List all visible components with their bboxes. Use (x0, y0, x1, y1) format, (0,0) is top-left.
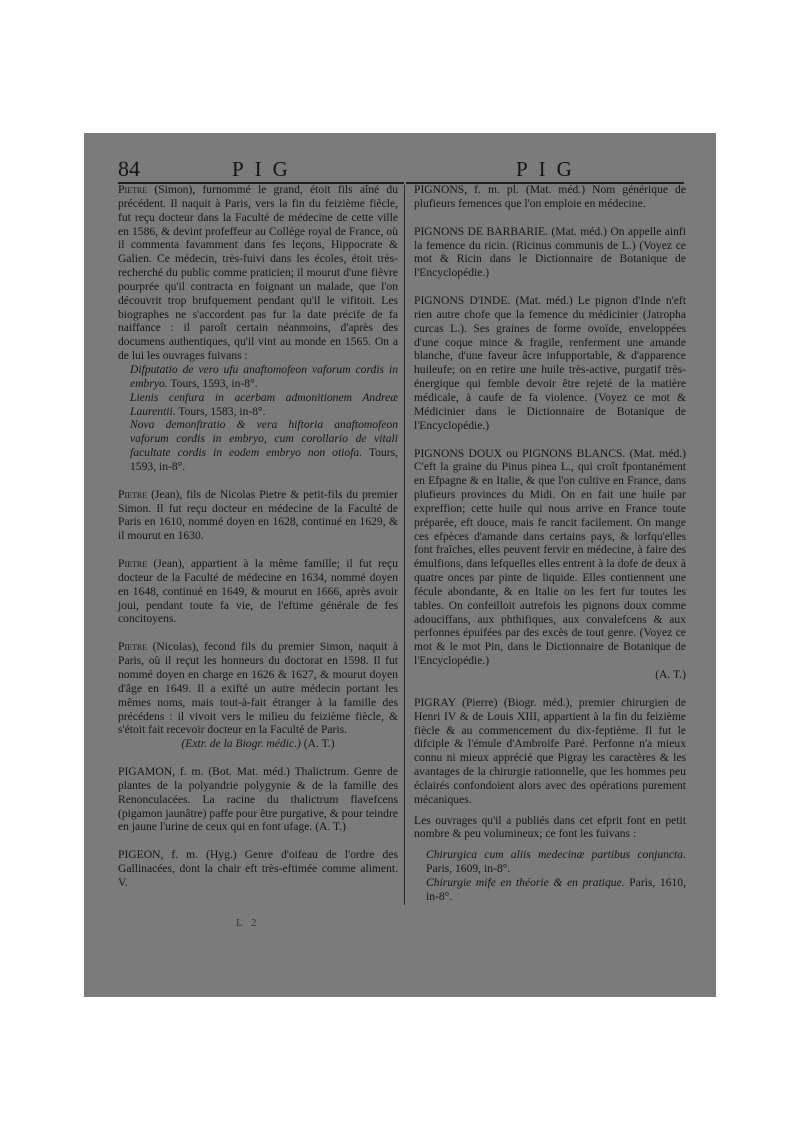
entry-text: (Mat. méd.) C'eft la graine du Pinus pinea L., qui croît fpontanément en Efpagne & en Italie, & que l'on cultive en France, dans plufieurs provinces du Midi. On en fait une huile par expreffion; cette huile qui nous arrive en France toute préparée, eft douce, mais fe rancit facilement. On mange ces efpèces d'amande dans certains pays, & lorfqu'elles font fraîches, elles peuvent fervir en médecine, à faire des émulfions, dans lefquelles elles entrent à la dofe de deux à quatre onces par pinte de liquide. Elles contiennent une fécule abondante, & en Italie on les fert fur toutes les tables. On confeilloit autrefois les pignons doux comme adouciffans, aux phthifiques, aux convalefcens & aux perfonnes épuifées par des excès de tout genre. (Voyez ce mot & le mot Pin, dans le Dictionnaire de Botanique de l'Encyclopédie.) (414, 446, 687, 668)
entry-pigray-works-intro: Les ouvrages qu'il a publiés dans cet efprit font en petit nombre & peu volumineux; ce font les fuivans : (414, 813, 686, 841)
entry-pignons-doux (414, 447, 686, 669)
entry-pignons (414, 183, 686, 211)
signature-mark: L 2 (236, 917, 260, 929)
entry-headword: PIGEON (118, 848, 161, 862)
entry-pietre-jean-2 (118, 557, 398, 626)
entry-pignons-inde (414, 294, 686, 432)
entry-text: (Nicolas), fecond fils du premier Simon, naquit à Paris, où il reçut les honneurs du doctorat en 1598. Il fut nommé doyen en charge en 1626 & 1627, & mourut doyen d'âge en 1649. Il a exifté un autre médecin portant les mêmes noms, mais tout-à-fait étranger à la famille des précédens : il vivoit vers le milieu du feizième fiècle, & s'étoit fait recevoir docteur en la Faculté de Paris. (118, 640, 398, 737)
entry-text: (Simon), furnommé le grand, étoit fils aîné du précédent. Il naquit à Paris, vers la fin du feizième fiècle, fut reçu docteur dans la Faculté de médecine de cette ville en 1586, & devint profeffeur au Collége royal de France, où il commenta favamment dans fes leçons, Hippocrate & Galien. Ce médecin, très-fuivi dans les écoles, étoit très-recherché du public comme praticien; il mourut d'une fièvre pourprée qu'il contracta en foignant un malade, que l'on découvrit trop brufquement pendant qu'il le vifitoit. Les biographes ne s'accordent pas fur la date précife de fa naiffance : il paroît certain néanmoins, d'après des documens authentiques, qu'il vint au monde en 1565. On a de lui les ouvrages fuivans : (118, 183, 398, 363)
entry-pietre-jean (118, 488, 398, 543)
entry-name: Pietre (118, 557, 148, 571)
entry-pietre-simon (118, 183, 398, 363)
work-title: Lienis cenfura in acerbam admonitionem Andreæ Laurentii. (130, 390, 398, 418)
entry-pigeon (118, 848, 398, 890)
entry-headword: PIGNONS (414, 183, 465, 196)
entry-pietre-nicolas (118, 640, 398, 737)
entry-source (118, 737, 398, 751)
page-sheet (84, 133, 716, 997)
work-info: Paris, 1610, in-8°. (426, 875, 686, 903)
entry-name: Pietre (118, 183, 148, 196)
entry-text: (Jean), appartient à la même famille; il fut reçu docteur de la Faculté de médecine en 1634, nommé doyen en 1648, continué en 1649, & mourut en 1666, après avoir joui, pendant toute fa vie, de l'eftime générale de fes concitoyens. (118, 557, 398, 626)
work-citation (118, 363, 398, 391)
entry-pigamon (118, 765, 398, 834)
entry-pigray (414, 696, 686, 807)
work-citation (414, 876, 686, 904)
running-head-right: PIG (516, 157, 583, 181)
entry-name: Pietre (118, 640, 148, 654)
entry-headword: PIGNONS D'INDE. (414, 294, 511, 308)
entry-headword: PIGRAY (414, 695, 456, 709)
author-signature: (A. T.) (303, 737, 335, 751)
work-info: Paris, 1609, in-8°. (426, 862, 511, 876)
entry-text: , f. m. pl. (Mat. méd.) Nom générique de plufieurs femences que l'on emploie en médecine. (414, 183, 686, 210)
work-citation (414, 848, 686, 876)
running-head-left: PIG (232, 157, 299, 181)
entry-name: Pietre (118, 487, 148, 501)
entry-text: , f. m. (Hyg.) Genre d'oifeau de l'ordre des Gallinacées, dont la chair eft très-eftimée comme aliment. V. (118, 848, 398, 889)
source-text: (Extr. de la Biogr. médic.) (181, 737, 301, 751)
entry-text: (Mat. méd.) On appelle ainfi la femence du ricin. (Ricinus communis de L.) (Voyez ce mot & Ricin dans le Dictionnaire de Botanique de l'Encyclopédie.) (414, 224, 686, 280)
work-info: Tours, 1593, in-8°. (130, 446, 398, 473)
work-info: Tours, 1583, in-8°. (178, 404, 266, 418)
work-title: Chirurgica cum aliis medecinæ partibus conjuncta. (426, 848, 686, 862)
work-title: Chirurgie mife en théorie & en pratique. (426, 875, 625, 889)
left-column (118, 183, 398, 890)
author-signature: (A. T.) (315, 820, 346, 834)
entry-headword: PIGNONS DOUX ou PIGNONS BLANCS. (414, 446, 626, 460)
entry-text: (Pierre) (Biogr. méd.), premier chirurgien de Henri IV & de Louis XIII, appartient à la fin du feizième fiècle & au commencement du dix-feptième. Il fut le difciple & l'émule d'Ambroife Paré. Perfonne n'a mieux connu ni mieux apprécié que Pigray les caractères & les avantages de la chirurgie rationnelle, que les hommes peu éclairés confondoient alors avec des opérations purement mécaniques. (414, 695, 686, 806)
right-column (414, 183, 686, 904)
work-citation (118, 391, 398, 419)
author-signature: (A. T.) (655, 668, 686, 681)
work-info: Tours, 1593, in-8°. (170, 376, 258, 390)
entry-text: (Jean), fils de Nicolas Pietre & petit-fils du premier Simon. Il fut reçu docteur en médecine de la Faculté de Paris en 1610, nommé doyen en 1628, continué en 1629, & il mourut en 1630. (118, 487, 398, 543)
work-title: Nova demonftratio & vera hiftoria anaftomofeon vaforum cordis in embryo, cum corollario de vitali facultate cordis in eodem embryo non otiofa. (130, 418, 398, 460)
column-separator (404, 185, 405, 905)
entry-headword: PIGNONS DE BARBARIE. (414, 224, 548, 238)
entry-text: , f. m. (Bot. Mat. méd.) Thalictrum. Genre de plantes de la polyandrie polygynie & de la famille des Renonculacées. La racine du thalictrum flavefcens (pigamon jaunâtre) paffe pour être purgative, & pour teindre en jaune l'urine de ceux qui en font ufage. (118, 765, 398, 834)
entry-headword: PIGAMON (118, 765, 173, 779)
work-title: Difputatio de vero ufu anaftomofeon vaforum cordis in embryo. (130, 362, 398, 390)
scanned-page (84, 133, 716, 997)
work-citation (118, 418, 398, 473)
entry-pignons-barbarie (414, 225, 686, 280)
page-number: 84 (118, 156, 140, 181)
entry-text: (Mat. méd.) Le pignon d'Inde n'eft rien autre chofe que la femence du médicinier (Jatropha curcas L.). Ses graines de forme ovoïde, enveloppées d'une coque mince & fragile, renferment une amande blanche, d'une faveur âcre infupportable, & d'apparence huileufe; on en retire une huile très-active, purgatif très-énergique qui femble devoir être rejeté de la matière médicale, à caufe de fa violence. (Voyez ce mot & Médicinier dans le Dictionnaire de Botanique de l'Encyclopédie.) (414, 294, 686, 432)
